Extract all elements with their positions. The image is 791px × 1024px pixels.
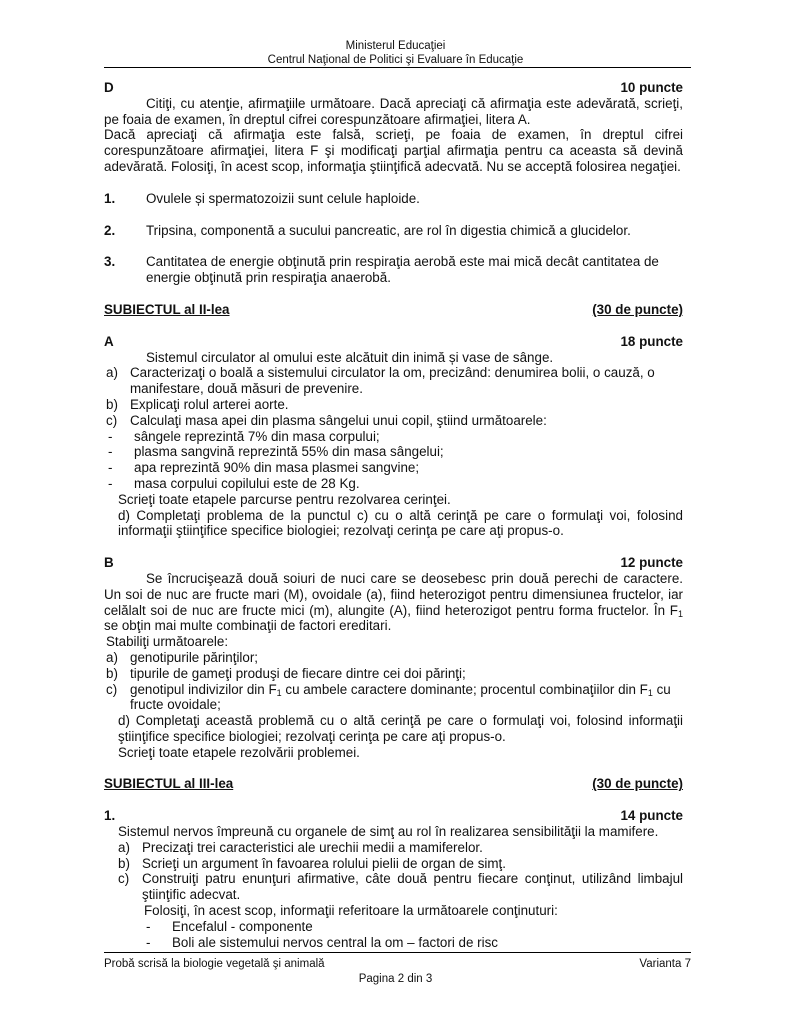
page-content [104, 80, 683, 950]
section-a-write-steps: Scrieţi toate etapele parcurse pentru rezolvarea cerinţei. [118, 491, 451, 507]
header-divider [104, 67, 691, 68]
section-b-task-b: b) tipurile de gameţi produşi de fiecare dintre cei doi părinţi; [106, 665, 466, 681]
section-d-heading [104, 80, 683, 96]
section-b-write-steps: Scrieţi toate etapele rezolvării problemei. [118, 744, 360, 760]
footer-page-number: Pagina 2 din 3 [358, 973, 433, 985]
section-a-letter: A [104, 333, 114, 349]
section-b-task-d: d) Completaţi această problemă cu o altă cerinţă pe care o formulaţi voi, folosind informaţii ştiinţifice specifice biologiei; rezolvaţi cerinţa pe care aţi propus-o. [118, 713, 683, 744]
question-1-task-b: b) Scrieţi un argument în favoarea rolului pielii de organ de simţ. [118, 855, 506, 871]
subject-2-points: (30 de puncte) [592, 301, 683, 317]
statement-number: 3. [104, 254, 116, 270]
statement-number: 2. [104, 222, 116, 238]
statement-2 [104, 223, 683, 239]
statement-text: Cantitatea de energie obţinută prin respiraţia aerobă este mai mică decât cantitatea de energie obţinută prin respiraţia anaerobă. [146, 254, 659, 286]
header-ministry: Ministerul Educaţiei [345, 40, 446, 52]
footer-divider [104, 952, 691, 953]
section-d-intro-1: Citiţi, cu atenţie, afirmaţiile următoare. Dacă apreciaţi că afirmaţia este adevărată, scrieţi, pe foaia de examen, în dreptul cifrei corespunzătoare afirmaţiei, litera A. [104, 95, 683, 127]
data-item: - apa reprezintă 90% din masa plasmei sangvine; [108, 460, 420, 476]
question-1-task-a: a) Precizaţi trei caracteristici ale urechii medii a mamiferelor. [118, 839, 483, 855]
section-d-intro-2: Dacă apreciaţi că afirmaţia este falsă, scrieţi, pe foaia de examen, în dreptul cifrei corespunzătoare afirmaţiei, litera F şi modificaţi parţial afirmaţia pentru ca aceasta să devină adevărată. Folosiţi, în acest scop, informaţia ştiinţifică adecvată. Nu se acceptă folosirea negaţiei. [104, 127, 683, 174]
subject-3-heading [104, 776, 683, 792]
section-a-task-c: c) Calculaţi masa apei din plasma sângelui unui copil, ştiind următoarele: [106, 412, 547, 428]
data-item: - sângele reprezintă 7% din masa corpului; [108, 428, 380, 444]
question-1-number: 1. [104, 808, 116, 824]
section-d-points: 10 puncte [620, 80, 683, 95]
section-a-points: 18 puncte [620, 333, 683, 349]
statement-number: 1. [104, 190, 116, 206]
subject-3-title: SUBIECTUL al III-lea [104, 776, 234, 792]
section-a-task-d: d) Completaţi problema de la punctul c) cu o altă cerinţă pe care o formulaţi voi, folosind informaţii ştiinţifice specifice biologiei; rezolvaţi cerinţa pe care aţi propus-o. [118, 507, 683, 539]
section-b-points: 12 puncte [620, 555, 683, 571]
question-1-points: 14 puncte [620, 808, 683, 824]
section-b-establish: Stabiliţi următoarele: [106, 634, 229, 650]
data-item: - masa corpului copilului este de 28 Kg. [108, 475, 360, 491]
content-item: - Encefalul - componente [146, 918, 313, 934]
footer-subject: Probă scrisă la biologie vegetală şi animală [104, 958, 325, 970]
question-1-heading [104, 808, 683, 824]
statement-3 [104, 254, 683, 286]
section-b-task-a: a) genotipurile părinţilor; [106, 649, 259, 665]
section-b-letter: B [104, 555, 114, 571]
question-1-intro: Sistemul nervos împreună cu organele de simţ au rol în realizarea sensibilităţii la mamifere. [118, 824, 659, 840]
section-d-letter: D [104, 80, 114, 95]
question-1-use: Folosiţi, în acest scop, informaţii referitoare la următoarele conţinuturi: [144, 903, 558, 919]
footer-variant: Varianta 7 [639, 958, 691, 970]
section-a-task-b: b) Explicaţi rolul arterei aorte. [106, 396, 289, 412]
section-b-heading [104, 555, 683, 571]
question-1-task-c: c) Construiţi patru enunţuri afirmative, câte două pentru fiecare conţinut, utilizând limbajul ştiinţific adecvat. [118, 871, 683, 903]
content-item: - Boli ale sistemului nervos central la om – factori de risc [146, 934, 498, 950]
statement-1 [104, 191, 683, 207]
statement-text: Ovulele și spermatozoizii sunt celule haploide. [146, 190, 420, 206]
section-b-intro: Se încrucişează două soiuri de nuci care se deosebesc prin două perechi de caractere. Un soi de nuc are fructe mari (M), ovoidale (a), fiind heterozigot pentru dimensiunea fructelor, iar celălalt soi de nuc are fructe mici (m), alungite (A), fiind heterozigot pentru forma fructelor. În $F_1$ se obţin mai multe combinaţii de factori ereditari. [104, 570, 683, 634]
section-a-intro: Sistemul circulator al omului este alcătuit din inimă și vase de sânge. [146, 349, 554, 365]
statement-text: Tripsina, componentă a sucului pancreatic, are rol în digestia chimică a glucidelor. [146, 222, 631, 238]
data-item: - plasma sangvină reprezintă 55% din masa sângelui; [108, 444, 444, 460]
section-a-heading [104, 334, 683, 350]
section-a-task-a: a) Caracterizaţi o boală a sistemului circulator la om, precizând: denumirea bolii, o cauză, o manifestare, două măsuri de prevenire. [106, 365, 655, 397]
section-b-task-c: c) genotipul indivizilor din $F_1$ cu ambele caractere dominante; procentul combinaţiilor din $F_1$ cu fructe ovoidale; [106, 681, 671, 713]
subject-3-points: (30 de puncte) [592, 776, 683, 792]
subject-2-title: SUBIECTUL al II-lea [104, 301, 230, 317]
header-center: Centrul Naţional de Politici şi Evaluare în Educaţie [267, 54, 524, 66]
subject-2-heading [104, 302, 683, 318]
